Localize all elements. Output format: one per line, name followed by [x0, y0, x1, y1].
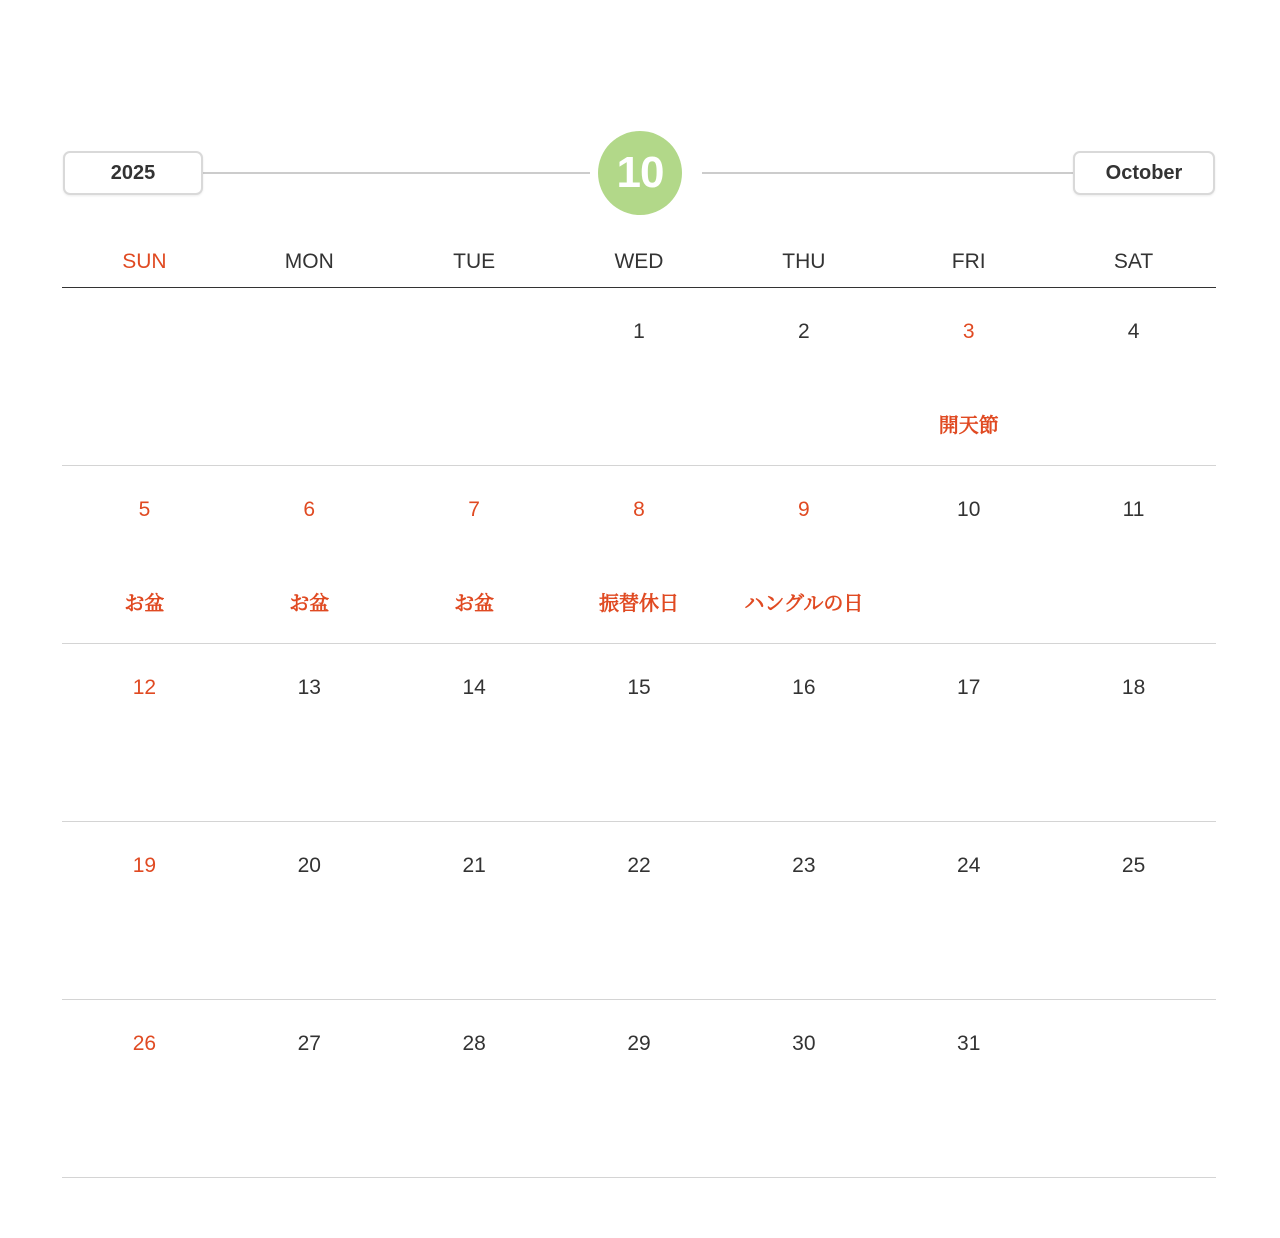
weekday-sun: SUN — [122, 250, 167, 273]
day-cell[interactable] — [886, 288, 1051, 465]
day-number: 8 — [633, 498, 645, 521]
day-cell[interactable] — [721, 644, 886, 821]
day-number: 5 — [138, 498, 151, 521]
day-number: 7 — [468, 498, 480, 521]
header-divider-right — [702, 172, 1074, 174]
day-cell[interactable] — [62, 644, 227, 821]
day-number: 25 — [1121, 854, 1146, 877]
holiday-label: お盆 — [289, 593, 330, 615]
day-cell — [1051, 1000, 1216, 1177]
day-cell[interactable] — [392, 466, 557, 643]
day-number: 9 — [798, 498, 810, 521]
day-cell[interactable] — [886, 822, 1051, 999]
day-number: 19 — [132, 854, 157, 877]
day-number: 18 — [1121, 676, 1146, 699]
day-cell[interactable] — [62, 466, 227, 643]
day-cell[interactable] — [721, 1000, 886, 1177]
day-number: 17 — [957, 676, 981, 699]
day-cell[interactable] — [392, 1000, 557, 1177]
day-number: 21 — [462, 854, 486, 877]
day-cell[interactable] — [557, 1000, 722, 1177]
day-number: 23 — [792, 854, 816, 877]
day-cell — [392, 288, 557, 465]
day-number: 27 — [297, 1032, 321, 1055]
week-row — [62, 822, 1216, 1000]
day-number: 26 — [132, 1032, 157, 1055]
day-cell[interactable] — [886, 644, 1051, 821]
day-cell[interactable] — [557, 466, 722, 643]
week-row — [62, 466, 1216, 644]
day-cell[interactable] — [1051, 466, 1216, 643]
calendar-header — [62, 130, 1216, 218]
week-row — [62, 288, 1216, 466]
calendar-grid — [62, 288, 1216, 1178]
day-cell[interactable] — [227, 644, 392, 821]
day-cell[interactable] — [886, 466, 1051, 643]
holiday-label: 振替休日 — [598, 593, 679, 615]
day-cell[interactable] — [557, 644, 722, 821]
day-number: 4 — [1127, 320, 1140, 343]
day-cell[interactable] — [557, 288, 722, 465]
day-number: 30 — [792, 1032, 816, 1055]
day-cell[interactable] — [1051, 644, 1216, 821]
day-number: 3 — [962, 320, 975, 343]
day-number: 1 — [633, 320, 645, 343]
year-label: 2025 — [63, 151, 203, 195]
weekday-mon: MON — [284, 250, 334, 273]
day-number: 24 — [957, 854, 981, 877]
day-cell[interactable] — [1051, 288, 1216, 465]
day-cell[interactable] — [62, 1000, 227, 1177]
day-number: 28 — [462, 1032, 486, 1055]
day-cell[interactable] — [392, 644, 557, 821]
day-number: 10 — [957, 498, 981, 521]
holiday-label: お盆 — [124, 593, 165, 615]
day-cell[interactable] — [62, 822, 227, 999]
month-name-label: October — [1073, 151, 1215, 195]
day-cell[interactable] — [557, 822, 722, 999]
day-cell — [62, 288, 227, 465]
weekday-sat: SAT — [1113, 250, 1154, 273]
weekday-tue: TUE — [453, 250, 496, 273]
day-cell[interactable] — [392, 822, 557, 999]
holiday-label: 開天節 — [938, 415, 999, 437]
day-cell[interactable] — [721, 822, 886, 999]
week-row — [62, 1000, 1216, 1178]
day-cell[interactable] — [721, 466, 886, 643]
day-cell[interactable] — [886, 1000, 1051, 1177]
weekday-wed: WED — [614, 250, 664, 273]
holiday-label: お盆 — [454, 593, 495, 615]
day-number: 11 — [1122, 498, 1145, 521]
day-number: 2 — [798, 320, 810, 343]
weekday-fri: FRI — [951, 250, 986, 273]
day-number: 29 — [627, 1032, 651, 1055]
month-number-badge: 10 — [598, 131, 682, 215]
day-number: 15 — [627, 676, 651, 699]
weekday-header-row — [62, 238, 1216, 288]
day-number: 20 — [297, 854, 321, 877]
day-number: 12 — [132, 676, 157, 699]
header-divider-left — [202, 172, 590, 174]
day-number: 16 — [792, 676, 816, 699]
day-cell[interactable] — [227, 822, 392, 999]
week-row — [62, 644, 1216, 822]
day-number: 13 — [297, 676, 321, 699]
day-cell — [227, 288, 392, 465]
day-number: 14 — [462, 676, 486, 699]
day-number: 6 — [303, 498, 316, 521]
day-cell[interactable] — [227, 466, 392, 643]
holiday-label: ハングルの日 — [744, 593, 864, 615]
day-number: 22 — [627, 854, 651, 877]
day-number: 31 — [957, 1032, 981, 1055]
day-cell[interactable] — [1051, 822, 1216, 999]
weekday-thu: THU — [782, 250, 826, 273]
day-cell[interactable] — [721, 288, 886, 465]
day-cell[interactable] — [227, 1000, 392, 1177]
